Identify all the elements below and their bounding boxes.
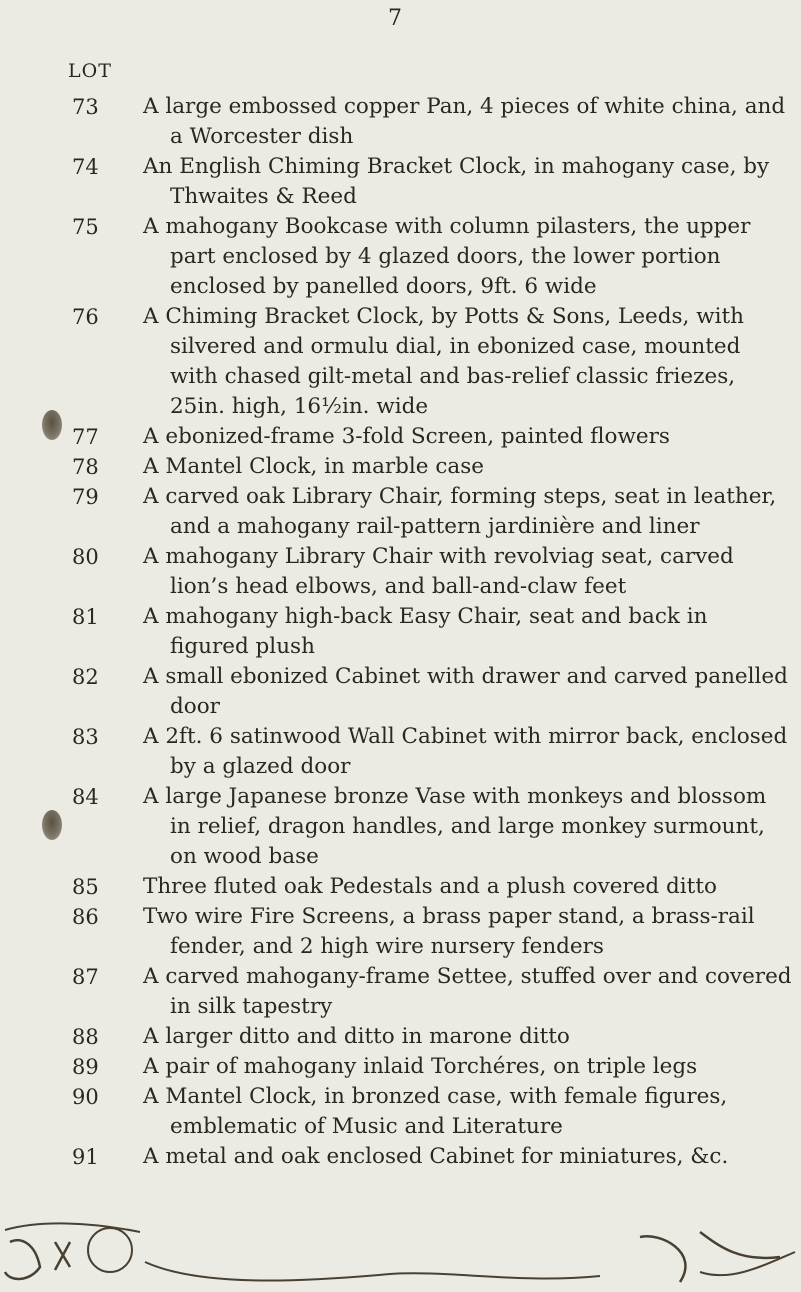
- description-line: 25in. high, 16½in. wide: [170, 394, 429, 419]
- lot-description: [143, 902, 771, 962]
- description-line: A 2ft. 6 satinwood Wall Cabinet with mirror back, enclosed: [143, 724, 788, 749]
- lot-entry: [0, 1082, 801, 1142]
- lot-number: 84: [72, 785, 99, 809]
- lot-number: 77: [72, 425, 99, 449]
- description-line: A large Japanese bronze Vase with monkeys and blossom: [143, 784, 767, 809]
- handwritten-annotation: [0, 1212, 801, 1292]
- lot-description: [143, 542, 771, 602]
- lot-entry: [0, 962, 801, 1022]
- lot-number: 76: [72, 305, 99, 329]
- description-line: A Mantel Clock, in marble case: [143, 454, 484, 479]
- lot-description: [143, 1142, 771, 1172]
- lot-column-header: LOT: [68, 60, 112, 82]
- description-line: Thwaites & Reed: [170, 184, 357, 209]
- description-line: with chased gilt-metal and bas-relief classic friezes,: [170, 364, 736, 389]
- lot-entry: [0, 1142, 801, 1172]
- description-line: A small ebonized Cabinet with drawer and carved panelled: [143, 664, 788, 689]
- description-line: door: [170, 694, 220, 719]
- description-line: A Chiming Bracket Clock, by Potts & Sons, Leeds, with: [143, 304, 744, 329]
- lot-description: [143, 152, 771, 212]
- lot-description: [143, 602, 771, 662]
- description-line: A larger ditto and ditto in marone ditto: [143, 1024, 570, 1049]
- lot-description: [143, 1022, 771, 1052]
- description-line: silvered and ormulu dial, in ebonized case, mounted: [170, 334, 741, 359]
- description-line: fender, and 2 high wire nursery fenders: [170, 934, 604, 959]
- description-line: part enclosed by 4 glazed doors, the lower portion: [170, 244, 721, 269]
- lot-number: 75: [72, 215, 99, 239]
- lot-description: [143, 782, 771, 872]
- lot-number: 80: [72, 545, 99, 569]
- lot-description: [143, 482, 777, 542]
- description-line: A mahogany high-back Easy Chair, seat and back in: [143, 604, 708, 629]
- description-line: a Worcester dish: [170, 124, 354, 149]
- lot-number: 85: [72, 875, 99, 899]
- lot-entry: [0, 542, 801, 602]
- lot-description: [143, 422, 771, 452]
- lot-number: 83: [72, 725, 99, 749]
- lot-number: 73: [72, 95, 99, 119]
- lot-description: [143, 92, 786, 152]
- description-line: figured plush: [170, 634, 315, 659]
- lot-entry: [0, 1022, 801, 1052]
- lot-description: [143, 302, 771, 422]
- lot-number: 90: [72, 1085, 99, 1109]
- lot-number: 78: [72, 455, 99, 479]
- lot-description: [143, 1082, 771, 1142]
- lot-entry: [0, 662, 801, 722]
- page-number: 7: [388, 6, 402, 31]
- description-line: A Mantel Clock, in bronzed case, with female figures,: [143, 1084, 728, 1109]
- description-line: A metal and oak enclosed Cabinet for miniatures, &c.: [143, 1144, 729, 1169]
- description-line: A carved oak Library Chair, forming steps, seat in leather,: [143, 484, 777, 509]
- description-line: Two wire Fire Screens, a brass paper stand, a brass-rail: [143, 904, 755, 929]
- description-line: A mahogany Bookcase with column pilasters, the upper: [143, 214, 751, 239]
- description-line: on wood base: [170, 844, 319, 869]
- lot-description: [143, 662, 788, 722]
- lot-description: [143, 722, 788, 782]
- lot-entry: [0, 212, 801, 302]
- lot-entry: [0, 902, 801, 962]
- lot-description: [143, 212, 771, 302]
- description-line: in silk tapestry: [170, 994, 333, 1019]
- lot-entry: [0, 302, 801, 422]
- lot-number: 91: [72, 1145, 99, 1169]
- lot-number: 87: [72, 965, 99, 989]
- lot-entry: [0, 422, 801, 452]
- lot-number: 81: [72, 605, 99, 629]
- description-line: A pair of mahogany inlaid Torchéres, on triple legs: [143, 1054, 698, 1079]
- lot-number: 74: [72, 155, 99, 179]
- lot-description: [143, 1052, 771, 1082]
- lot-entry: [0, 92, 801, 152]
- description-line: in relief, dragon handles, and large monkey surmount,: [170, 814, 765, 839]
- lot-number: 82: [72, 665, 99, 689]
- lot-entry: [0, 452, 801, 482]
- description-line: An English Chiming Bracket Clock, in mahogany case, by: [143, 154, 770, 179]
- lot-entry: [0, 602, 801, 662]
- lot-number: 86: [72, 905, 99, 929]
- description-line: A mahogany Library Chair with revolviag seat, carved: [143, 544, 734, 569]
- description-line: A ebonized-frame 3-fold Screen, painted flowers: [143, 424, 670, 449]
- lot-number: 79: [72, 485, 99, 509]
- lot-entry: [0, 722, 801, 782]
- lot-entry: [0, 482, 801, 542]
- description-line: A large embossed copper Pan, 4 pieces of white china, and: [143, 94, 786, 119]
- lot-entry: [0, 872, 801, 902]
- lot-description: [143, 872, 771, 902]
- description-line: and a mahogany rail-pattern jardinière and liner: [170, 514, 700, 539]
- description-line: Three fluted oak Pedestals and a plush covered ditto: [143, 874, 717, 899]
- description-line: emblematic of Music and Literature: [170, 1114, 563, 1139]
- lot-entry: [0, 152, 801, 212]
- description-line: A carved mahogany-frame Settee, stuffed over and covered: [143, 964, 792, 989]
- description-line: by a glazed door: [170, 754, 351, 779]
- lot-number: 89: [72, 1055, 99, 1079]
- lot-entry: [0, 1052, 801, 1082]
- lot-description: [143, 962, 792, 1022]
- lot-number: 88: [72, 1025, 99, 1049]
- lot-list: [0, 92, 801, 1172]
- description-line: enclosed by panelled doors, 9ft. 6 wide: [170, 274, 597, 299]
- lot-entry: [0, 782, 801, 872]
- lot-description: [143, 452, 771, 482]
- description-line: lion’s head elbows, and ball-and-claw feet: [170, 574, 627, 599]
